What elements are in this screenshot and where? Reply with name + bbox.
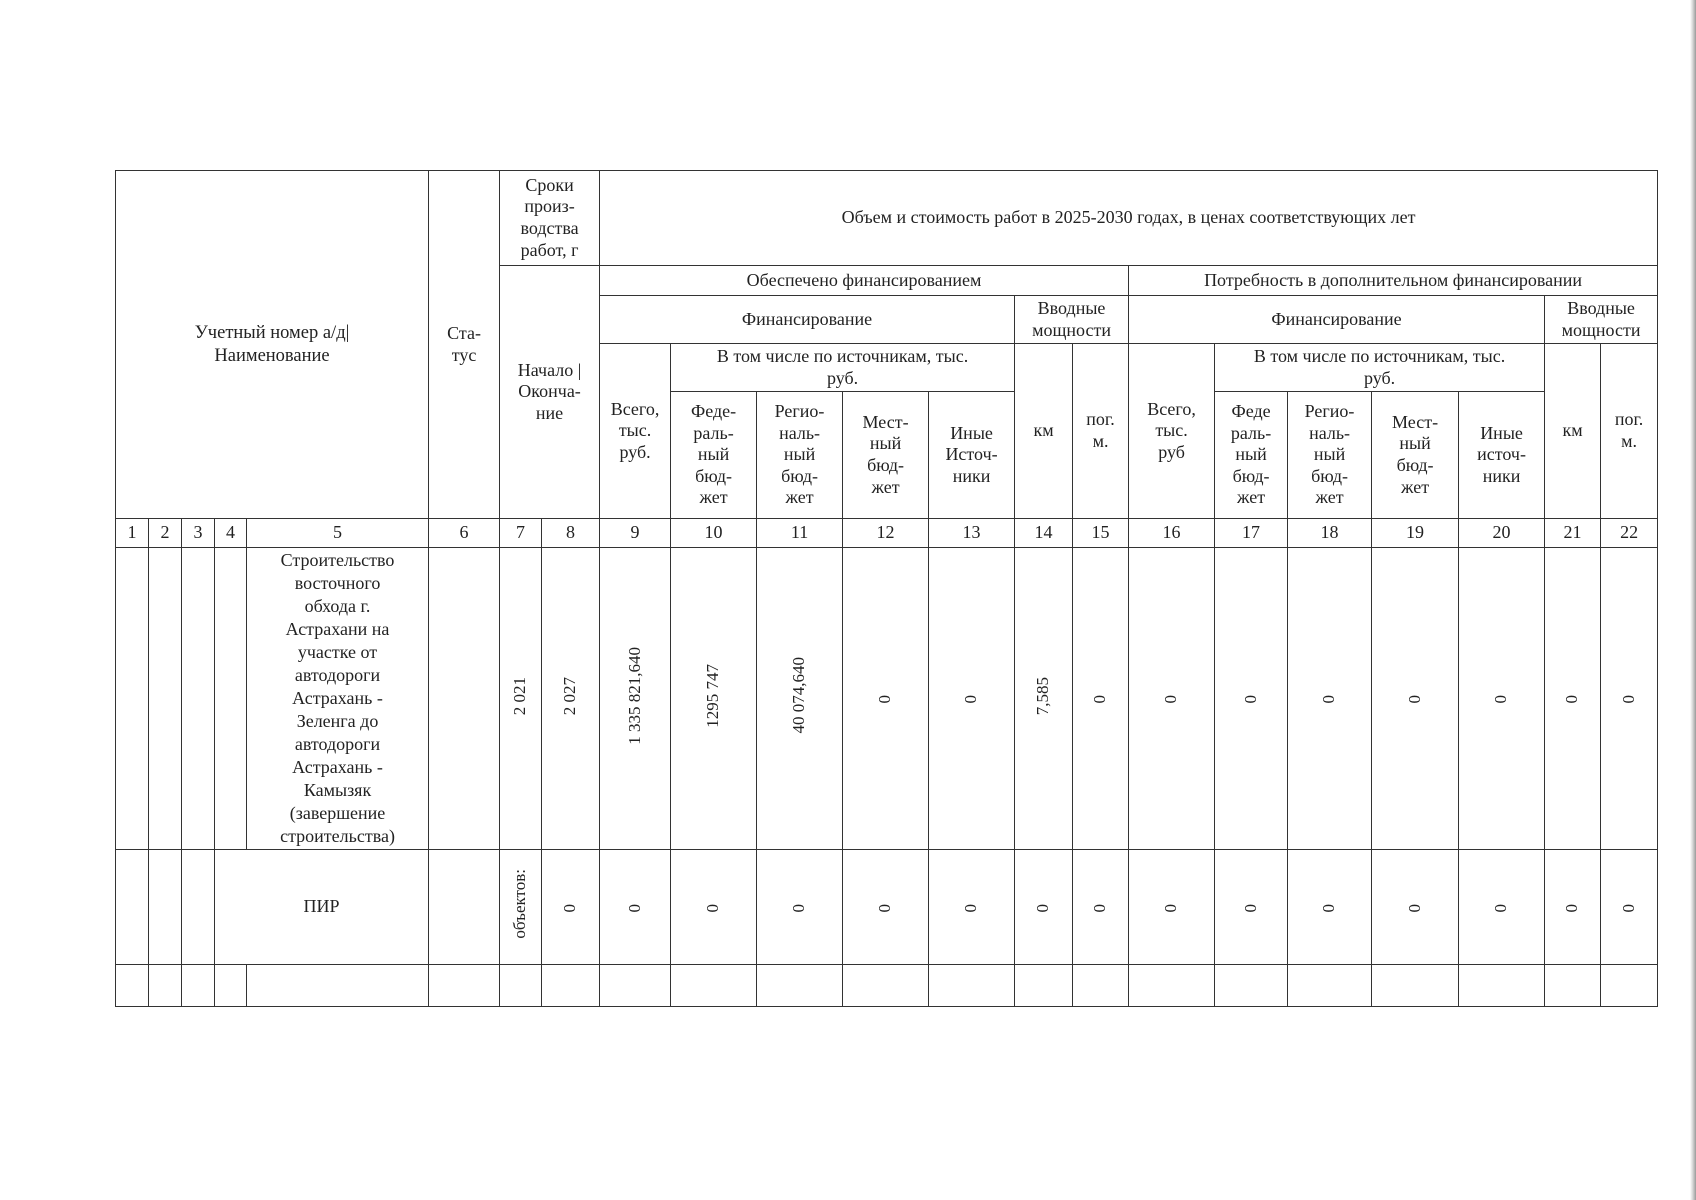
pir-objects-count: 0: [542, 850, 600, 965]
empty-cell: [929, 965, 1015, 1007]
column-number: 7: [500, 519, 542, 548]
object-local: 0: [843, 548, 929, 850]
object-km: 7,585: [1015, 548, 1073, 850]
object-other-2: 0: [1459, 548, 1545, 850]
column-number: 18: [1288, 519, 1372, 548]
pir-value: 0: [1215, 850, 1288, 965]
empty-cell: [1215, 965, 1288, 1007]
header-capacity-2: Вводные мощности: [1545, 296, 1658, 344]
column-number: 17: [1215, 519, 1288, 548]
object-end-year: 2 027: [542, 548, 600, 850]
column-number: 16: [1129, 519, 1215, 548]
empty-cell: [429, 850, 500, 965]
header-regional-2: Регио- наль- ный бюд- жет: [1288, 392, 1372, 519]
header-secured: Обеспечено финансированием: [600, 266, 1129, 296]
empty-cell: [215, 548, 247, 850]
pir-row: [116, 850, 1658, 965]
column-number: 3: [182, 519, 215, 548]
pir-value: 0: [1073, 850, 1129, 965]
header-federal-1: Феде- раль- ный бюд- жет: [671, 392, 757, 519]
empty-cell: [182, 850, 215, 965]
object-pogm-2: 0: [1601, 548, 1658, 850]
pir-value: 0: [1601, 850, 1658, 965]
object-regional-2: 0: [1288, 548, 1372, 850]
header-regional-1: Регио- наль- ный бюд- жет: [757, 392, 843, 519]
empty-cell: [1015, 965, 1073, 1007]
column-number: 5: [247, 519, 429, 548]
object-total-2: 0: [1129, 548, 1215, 850]
header-financing-1: Финансирование: [600, 296, 1015, 344]
header-financing-2: Финансирование: [1129, 296, 1545, 344]
column-number: 1: [116, 519, 149, 548]
header-total-1: Всего, тыс. руб.: [600, 344, 671, 519]
empty-cell: [542, 965, 600, 1007]
empty-cell: [116, 548, 149, 850]
header-other-2: Иные источ- ники: [1459, 392, 1545, 519]
empty-cell: [1459, 965, 1545, 1007]
column-number: 15: [1073, 519, 1129, 548]
object-federal-2: 0: [1215, 548, 1288, 850]
header-other-1: Иные Источ- ники: [929, 392, 1015, 519]
header-terms: Сроки произ- водства работ, г: [500, 171, 600, 266]
column-number: 19: [1372, 519, 1459, 548]
header-km-1: км: [1015, 344, 1073, 519]
pir-value: 0: [1129, 850, 1215, 965]
empty-cell: [1073, 965, 1129, 1007]
column-number: 22: [1601, 519, 1658, 548]
header-by-sources-1: В том числе по источникам, тыс. руб.: [671, 344, 1015, 392]
column-number: 2: [149, 519, 182, 548]
object-local-2: 0: [1372, 548, 1459, 850]
pir-value: 0: [1015, 850, 1073, 965]
column-number: 14: [1015, 519, 1073, 548]
empty-cell: [671, 965, 757, 1007]
column-number: 6: [429, 519, 500, 548]
object-row: [116, 548, 1658, 850]
pir-value: 0: [600, 850, 671, 965]
empty-cell: [247, 965, 429, 1007]
empty-cell: [149, 965, 182, 1007]
object-start-year: 2 021: [500, 548, 542, 850]
object-pogm: 0: [1073, 548, 1129, 850]
financing-table: [115, 170, 1658, 1007]
header-local-1: Мест- ный бюд- жет: [843, 392, 929, 519]
empty-cell: [182, 548, 215, 850]
header-start-end: Начало | Оконча- ние: [500, 266, 600, 519]
column-number: 8: [542, 519, 600, 548]
empty-cell: [215, 965, 247, 1007]
column-number: 21: [1545, 519, 1601, 548]
column-number: 12: [843, 519, 929, 548]
header-pogm-2: пог. м.: [1601, 344, 1658, 519]
column-number: 10: [671, 519, 757, 548]
header-capacity-1: Вводные мощности: [1015, 296, 1129, 344]
header-status: Ста- тус: [429, 171, 500, 519]
header-pogm-1: пог. м.: [1073, 344, 1129, 519]
header-volume-title: Объем и стоимость работ в 2025-2030 годах, в ценах соответствующих лет: [600, 171, 1658, 266]
object-other: 0: [929, 548, 1015, 850]
column-numbers-row: [116, 519, 1658, 548]
empty-cell: [116, 850, 149, 965]
object-total: 1 335 821,640: [600, 548, 671, 850]
header-additional: Потребность в дополнительном финансировании: [1129, 266, 1658, 296]
pir-label: ПИР: [215, 850, 429, 965]
pir-value: 0: [843, 850, 929, 965]
header-federal-2: Феде раль- ный бюд- жет: [1215, 392, 1288, 519]
pir-value: 0: [929, 850, 1015, 965]
pir-value: 0: [1372, 850, 1459, 965]
column-number: 20: [1459, 519, 1545, 548]
pir-value: 0: [671, 850, 757, 965]
empty-cell: [1372, 965, 1459, 1007]
header-name: Учетный номер а/д| Наименование: [116, 171, 429, 519]
empty-cell: [182, 965, 215, 1007]
empty-row: [116, 965, 1658, 1007]
empty-cell: [1288, 965, 1372, 1007]
empty-cell: [500, 965, 542, 1007]
object-status: [429, 548, 500, 850]
empty-cell: [116, 965, 149, 1007]
column-number: 9: [600, 519, 671, 548]
empty-cell: [149, 548, 182, 850]
object-km-2: 0: [1545, 548, 1601, 850]
empty-cell: [600, 965, 671, 1007]
object-federal: 1295 747: [671, 548, 757, 850]
empty-cell: [1601, 965, 1658, 1007]
pir-objects-label: объектов:: [500, 850, 542, 965]
empty-cell: [149, 850, 182, 965]
pir-value: 0: [1545, 850, 1601, 965]
pir-value: 0: [1459, 850, 1545, 965]
pir-value: 0: [757, 850, 843, 965]
pir-value: 0: [1288, 850, 1372, 965]
header-local-2: Мест- ный бюд- жет: [1372, 392, 1459, 519]
column-number: 11: [757, 519, 843, 548]
empty-cell: [1545, 965, 1601, 1007]
object-regional: 40 074,640: [757, 548, 843, 850]
empty-cell: [429, 965, 500, 1007]
empty-cell: [1129, 965, 1215, 1007]
header-by-sources-2: В том числе по источникам, тыс. руб.: [1215, 344, 1545, 392]
empty-cell: [843, 965, 929, 1007]
page-edge: [1690, 0, 1696, 1200]
header-total-2: Всего, тыс. руб: [1129, 344, 1215, 519]
empty-cell: [757, 965, 843, 1007]
header-km-2: км: [1545, 344, 1601, 519]
column-number: 13: [929, 519, 1015, 548]
object-name: Строительство восточного обхода г. Астрахани на участке от автодороги Астрахань - Зеленга до автодороги Астрахань - Камызяк (завершение строительства): [247, 548, 429, 850]
column-number: 4: [215, 519, 247, 548]
